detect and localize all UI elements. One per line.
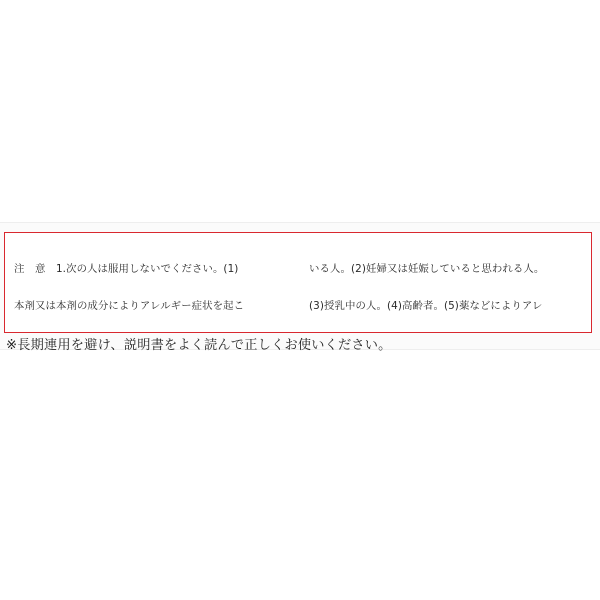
caution-line: (3)授乳中の人。(4)高齢者。(5)薬などによりアレ	[309, 300, 543, 313]
caution-text-right-column	[309, 238, 587, 330]
caution-notice-box	[4, 232, 592, 333]
caution-text-left-column	[14, 238, 296, 330]
caution-line: 注 意 1.次の人は服用しないでください。(1)	[14, 262, 239, 275]
long-term-use-warning: ※長期連用を避け、説明書をよく読んで正しくお使いください。	[6, 338, 392, 353]
caution-line: いる人。(2)妊婦又は妊娠していると思われる人。	[309, 262, 545, 275]
caution-line: 本剤又は本剤の成分によりアレルギー症状を起こ	[14, 300, 245, 313]
